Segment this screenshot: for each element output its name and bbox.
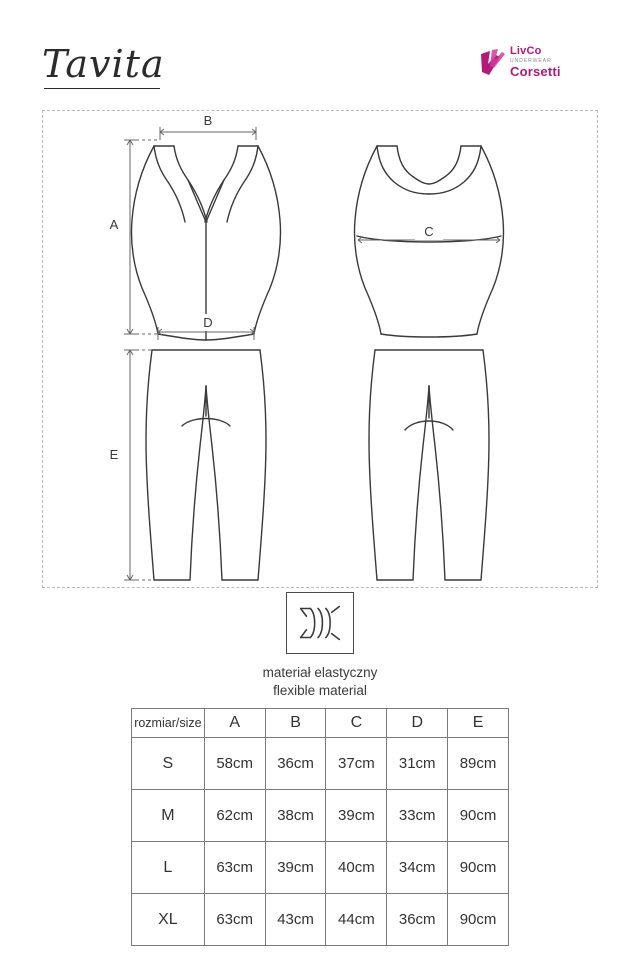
logo-livco-text: LivCo [510,45,542,57]
logo-corsetti-text: Corsetti [510,63,561,79]
size-table [131,708,509,946]
cell-e: 90cm [448,790,509,842]
logo-wordmark [510,46,561,78]
cell-e: 90cm [448,842,509,894]
table-header-b: B [265,709,326,738]
logo-sub-text: UNDERWEAR [510,57,552,64]
cell-b: 36cm [265,738,326,790]
table-header-row [132,709,509,738]
cell-e: 89cm [448,738,509,790]
measure-label-c: C [424,224,434,239]
measure-label-e: E [109,447,119,462]
cell-e: 90cm [448,894,509,946]
table-header-a: A [204,709,265,738]
table-row [132,790,509,842]
size-label: L [132,842,205,894]
cell-c: 40cm [326,842,387,894]
cell-c: 44cm [326,894,387,946]
page-title: Tavita [42,42,165,86]
material-caption-pl: materiał elastyczny [262,665,378,680]
cell-d: 33cm [387,790,448,842]
elastic-material-icon [286,592,354,654]
brand-logo [478,44,598,84]
cell-b: 39cm [265,842,326,894]
cell-a: 58cm [204,738,265,790]
cell-d: 36cm [387,894,448,946]
logo-mark-icon [478,48,508,78]
table-row [132,842,509,894]
measure-label-a: A [109,217,119,232]
garment-diagram [42,110,598,588]
cell-a: 62cm [204,790,265,842]
table-header-e: E [448,709,509,738]
material-caption-en: flexible material [273,683,367,699]
table-header-size: rozmiar/size [132,709,205,738]
size-label: S [132,738,205,790]
measure-label-d: D [203,315,213,330]
cell-d: 34cm [387,842,448,894]
title-underline [44,88,160,89]
cell-a: 63cm [204,894,265,946]
size-label: XL [132,894,205,946]
table-row [132,894,509,946]
measure-label-b: B [203,113,213,128]
cell-b: 38cm [265,790,326,842]
table-header-c: C [326,709,387,738]
size-label: M [132,790,205,842]
cell-a: 63cm [204,842,265,894]
table-row [132,738,509,790]
material-caption [0,664,640,700]
cell-b: 43cm [265,894,326,946]
elastic-material-glyph [287,593,353,653]
cell-d: 31cm [387,738,448,790]
table-header-d: D [387,709,448,738]
cell-c: 37cm [326,738,387,790]
cell-c: 39cm [326,790,387,842]
